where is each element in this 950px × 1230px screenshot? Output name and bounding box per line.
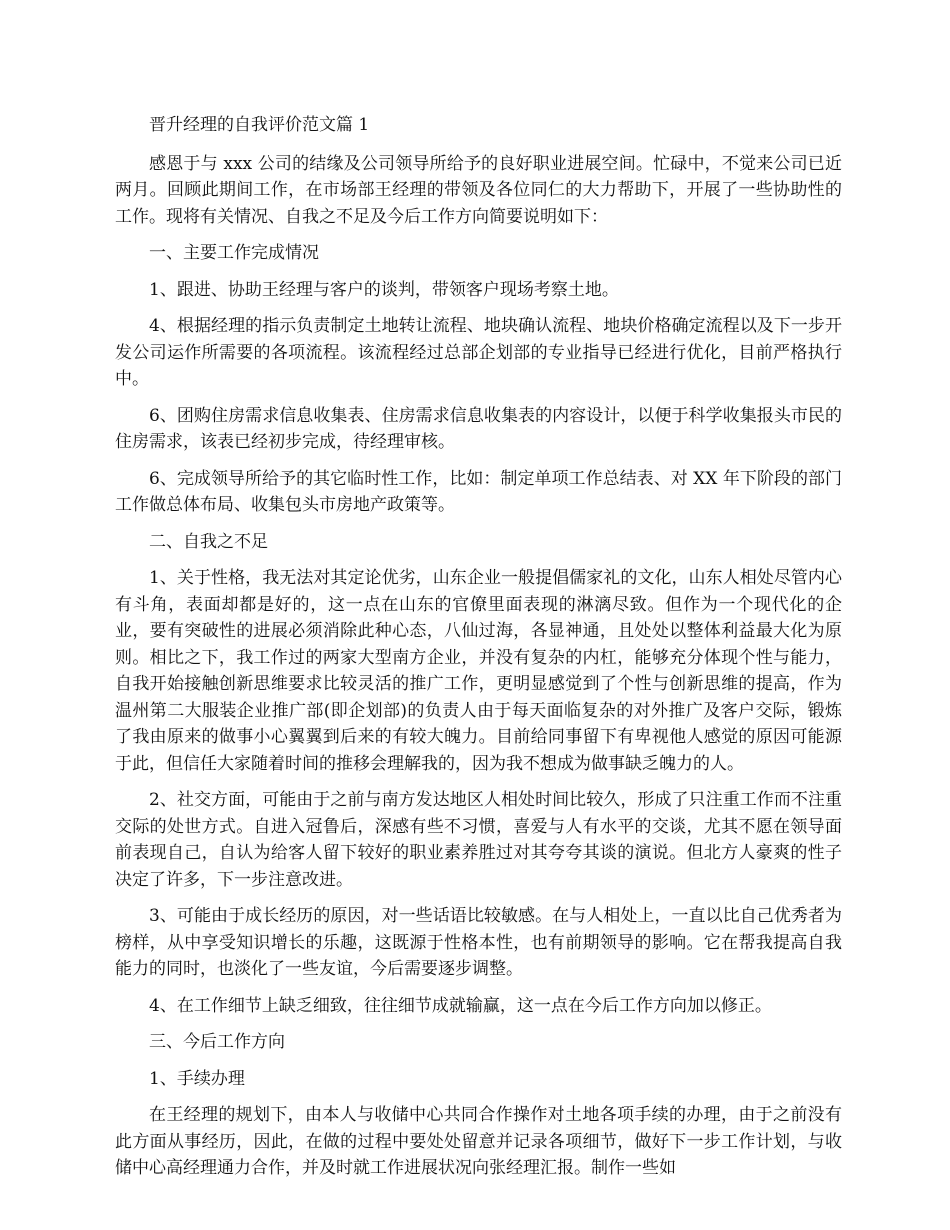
- paragraph-item: 在王经理的规划下，由本人与收储中心共同合作操作对土地各项手续的办理，由于之前没有此方面从事经历，因此，在做的过程中要处处留意并记录各项细节，做好下一步工作计划，与收储中心高经理通力合作，并及时就工作进展状况向张经理汇报。制作一些如: [115, 1105, 842, 1178]
- paragraph-item: 3、可能由于成长经历的原因，对一些话语比较敏感。在与人相处上，一直以比自己优秀者为榜样，从中享受知识增长的乐趣，这既源于性格本性，也有前期领导的影响。它在帮我提高自我能力的同时，也淡化了一些友谊，今后需要逐步调整。: [115, 906, 842, 979]
- paragraph-item: 1、跟进、协助王经理与客户的谈判，带领客户现场考察土地。: [149, 279, 619, 300]
- paragraph-item: 1、关于性格，我无法对其定论优劣，山东企业一般提倡儒家礼的文化，山东人相处尽管内心有斗角，表面却都是好的，这一点在山东的官僚里面表现的淋漓尽致。但作为一个现代化的企业，要有突破性的进展必须消除此种心态，八仙过海，各显神通，且处处以整体利益最大化为原则。相比之下，我工作过的两家大型南方企业，并没有复杂的内杠，能够充分体现个性与能力，自我开始接触创新思维要求比较灵活的推广工作，更明显感觉到了个性与创新思维的提高，作为温州第二大服装企业推广部(即企划部)的负责人由于每天面临复杂的对外推广及客户交际，锻炼了我由原来的做事小心翼翼到后来的有较大魄力。目前给同事留下有卑视他人感觉的原因可能源于此，但信任大家随着时间的推移会理解我的，因为我不想成为做事缺乏魄力的人。: [115, 568, 842, 774]
- paragraph-item: 6、完成领导所给予的其它临时性工作，比如：制定单项工作总结表、对 XX 年下阶段的部门工作做总体布局、收集包头市房地产政策等。: [115, 468, 842, 515]
- document-body: [115, 112, 842, 1192]
- paragraph-item: 2、社交方面，可能由于之前与南方发达地区人相处时间比较久，形成了只注重工作而不注重交际的处世方式。自进入冠鲁后，深感有些不习惯，喜爱与人有水平的交谈，尤其不愿在领导面前表现自己，自认为给客人留下较好的职业素养胜过对其夸夸其谈的演说。但北方人豪爽的性子决定了许多，下一步注意改进。: [115, 790, 842, 890]
- paragraph-item: 4、在工作细节上缺乏细致，往往细节成就输赢，这一点在今后工作方向加以修正。: [149, 995, 772, 1016]
- paragraph-item: 6、团购住房需求信息收集表、住房需求信息收集表的内容设计，以便于科学收集报头市民的住房需求，该表已经初步完成，待经理审核。: [115, 405, 842, 452]
- subheading-procedures: 1、手续办理: [149, 1068, 245, 1089]
- paragraph-item: 4、根据经理的指示负责制定土地转让流程、地块确认流程、地块价格确定流程以及下一步开发公司运作所需要的各项流程。该流程经过总部企划部的专业指导已经进行优化，目前严格执行中。: [115, 316, 842, 389]
- section-heading-shortcomings: 二、自我之不足: [149, 531, 268, 552]
- document-title: 晋升经理的自我评价范文篇 1: [149, 115, 370, 135]
- paragraph-intro: 感恩于与 xxx 公司的结缘及公司领导所给予的良好职业进展空间。忙碌中，不觉来公司已近两月。回顾此期间工作，在市场部王经理的带领及各位同仁的大力帮助下，开展了一些协助性的工作。现将有关情况、自我之不足及今后工作方向简要说明如下：: [115, 153, 842, 227]
- section-heading-future-direction: 三、今后工作方向: [149, 1032, 285, 1052]
- section-heading-work-done: 一、主要工作完成情况: [149, 243, 319, 263]
